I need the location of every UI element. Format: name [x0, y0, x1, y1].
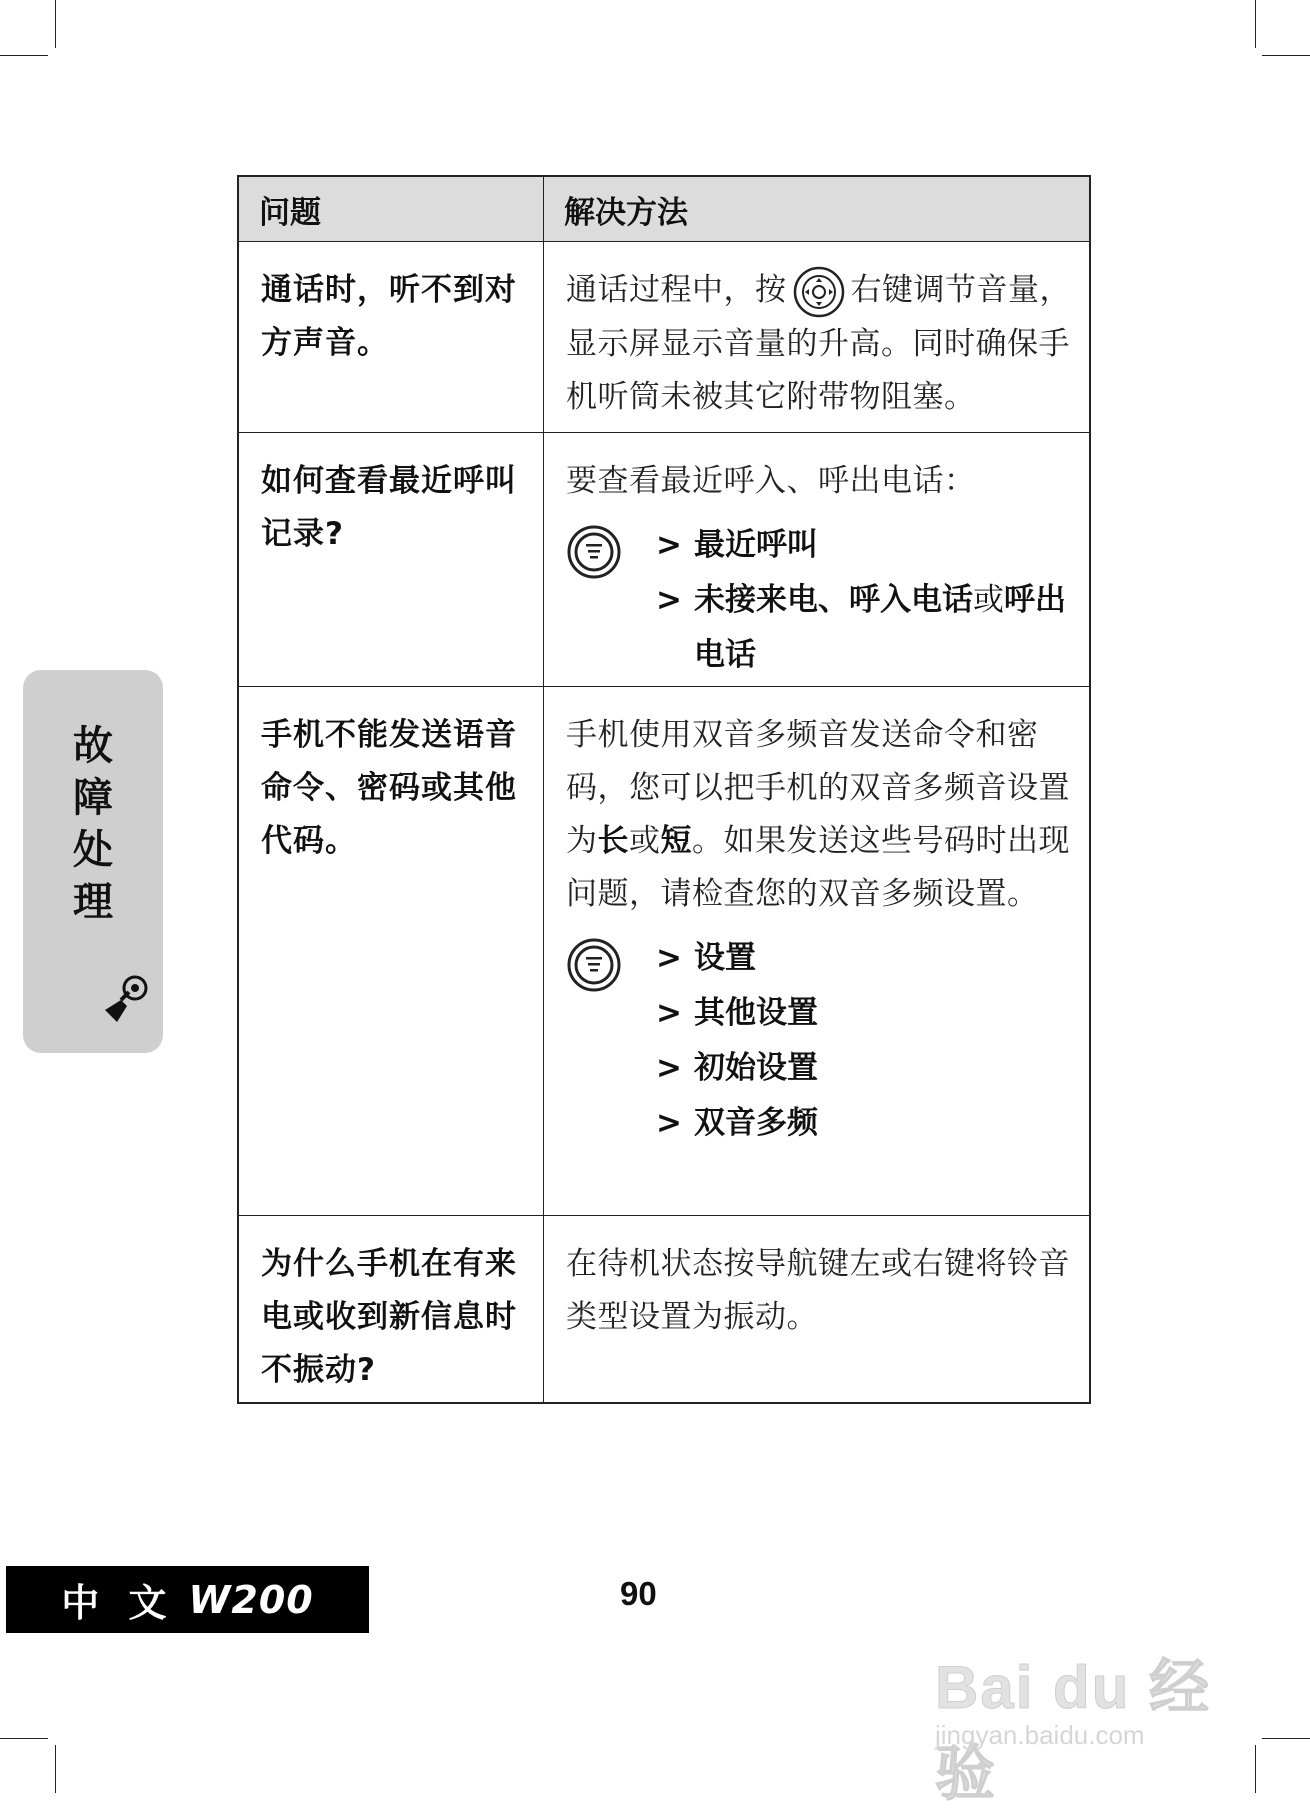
model-label: W200 — [188, 1577, 314, 1622]
table-row — [239, 1215, 1089, 1402]
crop-mark — [1262, 55, 1310, 56]
menu-key-icon — [566, 931, 656, 1151]
menu-item: > 双音多频 — [656, 1105, 818, 1141]
solution-text-cont: 右键调节音量，显示屏显示音量的升高。同时确保手机听筒未被其它附带物阻塞。 — [566, 272, 1071, 415]
header-solution: 解决方法 — [564, 194, 688, 231]
menu-path — [566, 931, 1071, 1151]
table-row — [239, 686, 1089, 1215]
section-tab — [23, 670, 163, 1053]
nav-key-icon — [793, 266, 845, 318]
table-header — [239, 177, 1089, 241]
crop-mark — [1255, 0, 1256, 48]
language-label: 中 文 — [61, 1581, 175, 1625]
table-row — [239, 241, 1089, 432]
solution-text: 通话过程中，按 — [566, 272, 787, 308]
solution-cell — [544, 242, 1089, 432]
crop-mark — [0, 1738, 48, 1739]
problem-cell: 通话时，听不到对方声音。 — [239, 242, 544, 432]
menu-item: > 最近呼叫 — [656, 527, 818, 563]
solution-text: 手机使用双音多频音发送命令和密码，您可以把手机的双音多频音设置为长或短。如果发送这些号码时出现问题，请检查您的双音多频设置。 — [566, 717, 1070, 912]
crop-mark — [0, 55, 48, 56]
menu-item: > 设置 — [656, 940, 756, 976]
page-number: 90 — [620, 1575, 657, 1612]
watermark — [930, 1600, 1260, 1807]
table-row — [239, 432, 1089, 686]
header-problem: 问题 — [239, 177, 544, 241]
menu-key-icon — [566, 518, 656, 683]
crop-mark — [55, 0, 56, 48]
solution-text: 要查看最近呼入、呼出电话： — [566, 463, 976, 499]
problem-cell: 为什么手机在有来电或收到新信息时不振动? — [239, 1216, 544, 1402]
watermark-url: jingyan.baidu.com — [935, 1720, 1145, 1750]
problem-cell: 手机不能发送语音命令、密码或其他代码。 — [239, 687, 544, 1215]
crop-mark — [55, 1745, 56, 1793]
solution-cell — [544, 433, 1089, 686]
section-tab-title: 故 障 处 理 — [73, 722, 113, 925]
menu-item: > 初始设置 — [656, 1050, 818, 1086]
menu-item: > 其他设置 — [656, 995, 818, 1031]
troubleshooting-table — [237, 175, 1091, 1404]
problem-cell: 如何查看最近呼叫记录? — [239, 433, 544, 686]
language-model-badge — [6, 1566, 369, 1633]
watermark-logo: Bai du 经验 — [935, 1654, 1212, 1807]
menu-item: > 未接来电、呼入电话或呼出电话 — [656, 582, 1066, 673]
wrench-gear-icon — [101, 970, 155, 1028]
crop-mark — [1262, 1738, 1310, 1739]
solution-cell — [544, 687, 1089, 1215]
menu-path — [566, 518, 1071, 683]
solution-cell: 在待机状态按导航键左或右键将铃音类型设置为振动。 — [566, 1246, 1070, 1335]
